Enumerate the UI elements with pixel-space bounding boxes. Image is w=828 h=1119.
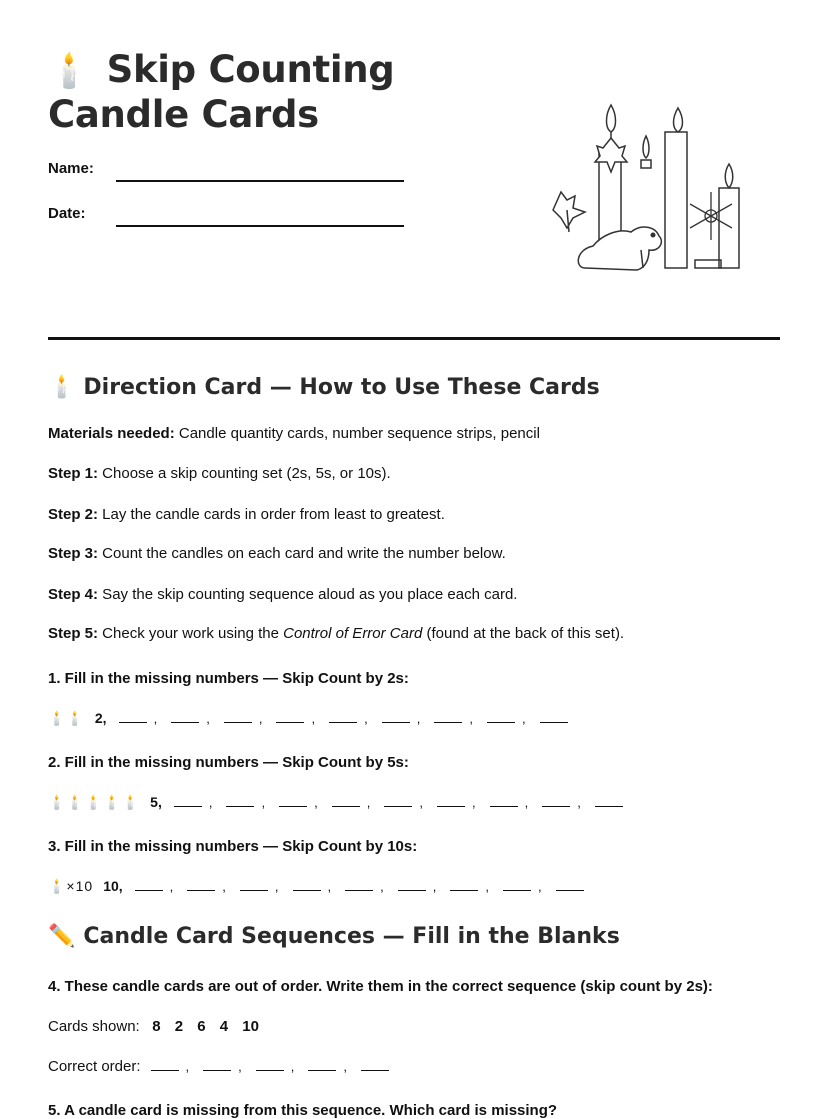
- answer-blank[interactable]: [382, 712, 410, 723]
- question-2-sequence: 🕯️🕯️🕯️🕯️🕯️ 5, , , , , , , , ,: [48, 794, 630, 811]
- answer-blank[interactable]: [308, 1060, 336, 1071]
- date-field[interactable]: [116, 225, 404, 227]
- worksheet-title: [48, 48, 395, 136]
- candle-icon: 🕯️: [48, 51, 91, 91]
- materials-line: [48, 425, 540, 442]
- step-2: Step 2: Lay the candle cards in order from least to greatest.: [48, 506, 445, 523]
- question-1-prompt: 1. Fill in the missing numbers — Skip Count by 2s:: [48, 670, 409, 687]
- section-divider: [48, 337, 780, 340]
- answer-blank[interactable]: [151, 1060, 179, 1071]
- name-field[interactable]: [116, 180, 404, 182]
- step-1: Step 1: Choose a skip counting set (2s, 5s, or 10s).: [48, 465, 391, 482]
- answer-blank[interactable]: [540, 712, 568, 723]
- cards-shown-label: Cards shown:: [48, 1018, 140, 1035]
- question-4-prompt: 4. These candle cards are out of order. Write them in the correct sequence (skip count by 2s):: [48, 978, 713, 995]
- date-label: Date:: [48, 205, 86, 222]
- question-2-prompt: 2. Fill in the missing numbers — Skip Count by 5s:: [48, 754, 409, 771]
- answer-blank[interactable]: [329, 712, 357, 723]
- answer-blank[interactable]: [434, 712, 462, 723]
- question-1-sequence: 🕯️🕯️ 2, , , , , , , , ,: [48, 710, 575, 727]
- answer-blank[interactable]: [224, 712, 252, 723]
- answer-blank[interactable]: [203, 1060, 231, 1071]
- answer-blank[interactable]: [279, 796, 307, 807]
- materials-text: Candle quantity cards, number sequence strips, pencil: [174, 425, 540, 442]
- answer-blank[interactable]: [503, 880, 531, 891]
- name-label: Name:: [48, 160, 94, 177]
- question-5-prompt: 5. A candle card is missing from this sequence. Which card is missing?: [48, 1102, 558, 1119]
- answer-blank[interactable]: [384, 796, 412, 807]
- answer-blank[interactable]: [276, 712, 304, 723]
- answer-blank[interactable]: [556, 880, 584, 891]
- candles-groundhog-illustration: [545, 100, 745, 280]
- answer-blank[interactable]: [398, 880, 426, 891]
- answer-blank[interactable]: [226, 796, 254, 807]
- answer-blank[interactable]: [135, 880, 163, 891]
- answer-blank[interactable]: [487, 712, 515, 723]
- control-of-error-card-ref: Control of Error Card: [283, 625, 423, 642]
- correct-order-label: Correct order:: [48, 1058, 141, 1075]
- answer-blank[interactable]: [345, 880, 373, 891]
- step-3: Step 3: Count the candles on each card and write the number below.: [48, 545, 506, 562]
- answer-blank[interactable]: [171, 712, 199, 723]
- card-value: 4: [219, 1018, 229, 1035]
- sequence-start: 2,: [94, 710, 107, 726]
- pencil-icon: ✏️: [48, 924, 76, 949]
- candle-icons: 🕯️×10: [48, 878, 94, 894]
- step-4: Step 4: Say the skip counting sequence aloud as you place each card.: [48, 586, 518, 603]
- card-value: 8: [152, 1018, 161, 1035]
- sequence-start: 10,: [103, 878, 123, 894]
- candle-icons: 🕯️🕯️: [48, 710, 85, 726]
- answer-blank[interactable]: [187, 880, 215, 891]
- card-value: 10: [242, 1018, 259, 1035]
- answer-blank[interactable]: [361, 1060, 389, 1071]
- candle-icons: 🕯️🕯️🕯️🕯️🕯️: [48, 794, 141, 810]
- answer-blank[interactable]: [595, 796, 623, 807]
- candle-icon: 🕯️: [48, 375, 76, 400]
- answer-blank[interactable]: [119, 712, 147, 723]
- direction-card-heading: 🕯️ Direction Card — How to Use These Cards: [48, 375, 600, 400]
- cards-shown-line: [48, 1018, 269, 1035]
- sequences-heading: ✏️ Candle Card Sequences — Fill in the Blanks: [48, 924, 620, 949]
- card-value: 2: [174, 1018, 184, 1035]
- step-5: Step 5: Check your work using the Control of Error Card (found at the back of this set).: [48, 625, 625, 642]
- title-line-2: Candle Cards: [48, 93, 319, 136]
- answer-blank[interactable]: [293, 880, 321, 891]
- question-3-prompt: 3. Fill in the missing numbers — Skip Count by 10s:: [48, 838, 418, 855]
- correct-order-line: Correct order: , , , ,: [48, 1058, 396, 1075]
- materials-label: Materials needed:: [48, 425, 175, 442]
- card-value: 6: [197, 1018, 206, 1035]
- question-3-sequence: 🕯️×10 10, , , , , , , , ,: [48, 878, 591, 895]
- answer-blank[interactable]: [450, 880, 478, 891]
- answer-blank[interactable]: [256, 1060, 284, 1071]
- answer-blank[interactable]: [332, 796, 360, 807]
- answer-blank[interactable]: [437, 796, 465, 807]
- answer-blank[interactable]: [490, 796, 518, 807]
- title-line-1: Skip Counting: [106, 48, 395, 91]
- answer-blank[interactable]: [542, 796, 570, 807]
- answer-blank[interactable]: [174, 796, 202, 807]
- sequence-start: 5,: [150, 794, 162, 810]
- answer-blank[interactable]: [240, 880, 268, 891]
